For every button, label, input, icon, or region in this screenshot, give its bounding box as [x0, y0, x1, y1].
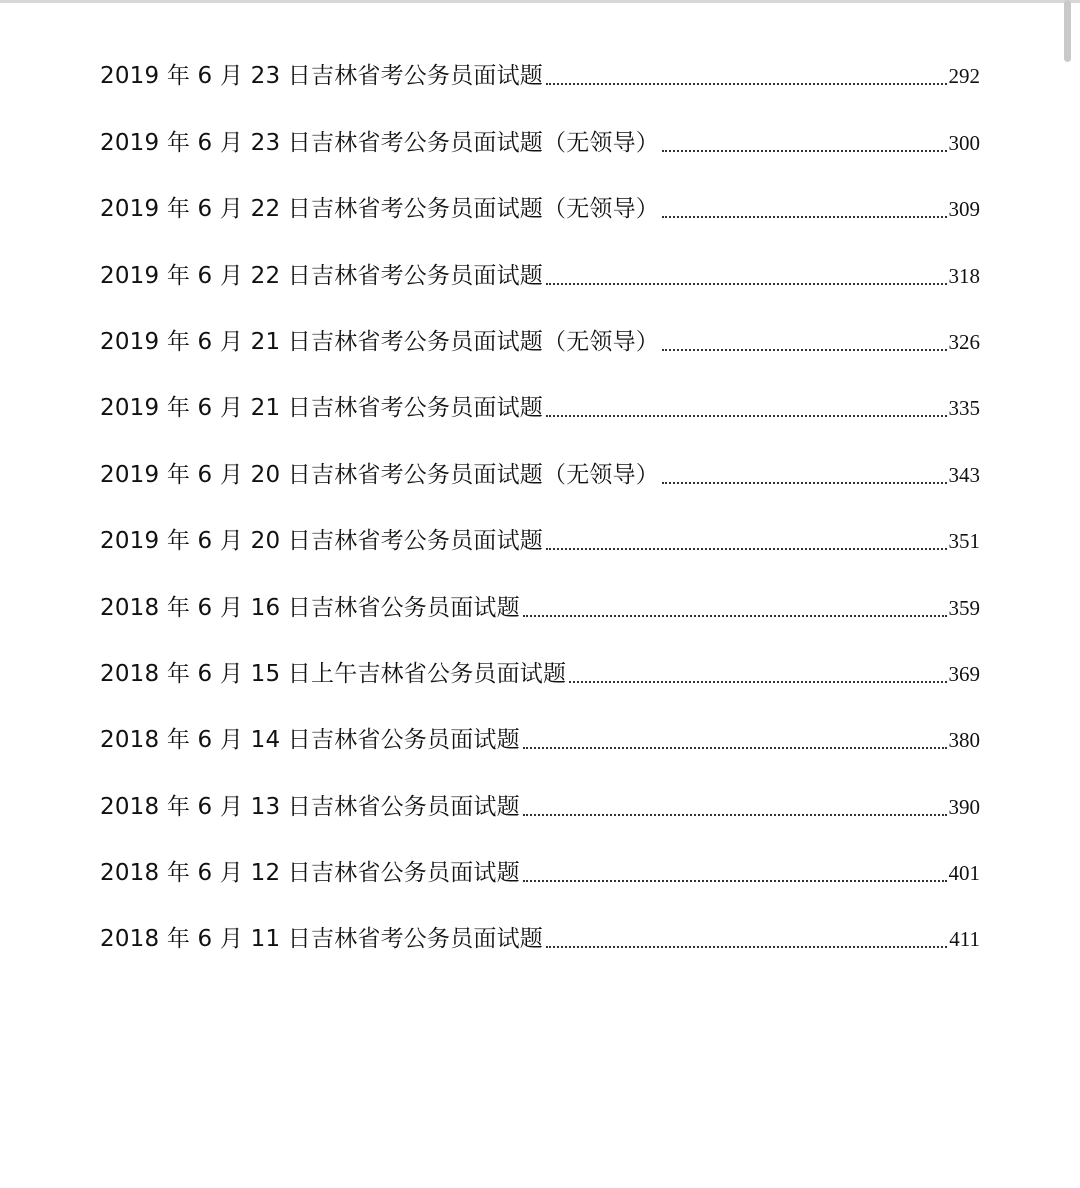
toc-entry-title: 2019 年 6 月 21 日吉林省考公务员面试题（无领导）	[100, 328, 659, 355]
page-top-border	[0, 0, 1080, 3]
toc-page-number: 351	[948, 529, 980, 554]
toc-page-number: 380	[948, 728, 980, 753]
toc-page-number: 359	[948, 595, 980, 620]
toc-entry-title: 2018 年 6 月 15 日上午吉林省公务员面试题	[100, 660, 567, 687]
toc-entry[interactable]	[100, 515, 980, 581]
toc-page-number: 401	[948, 861, 980, 886]
toc-dot-leader	[662, 482, 947, 484]
toc-entry-title: 2019 年 6 月 23 日吉林省考公务员面试题	[100, 63, 543, 90]
toc-entry-title: 2019 年 6 月 20 日吉林省考公务员面试题（无领导）	[100, 461, 659, 488]
toc-entry[interactable]	[100, 116, 980, 182]
toc-entry-title: 2018 年 6 月 14 日吉林省公务员面试题	[100, 727, 520, 754]
toc-page-number: 335	[948, 396, 980, 421]
toc-dot-leader	[662, 349, 947, 351]
toc-entry[interactable]	[100, 316, 980, 382]
toc-entry-title: 2019 年 6 月 21 日吉林省考公务员面试题	[100, 395, 543, 422]
toc-entry[interactable]	[100, 448, 980, 514]
table-of-contents	[100, 50, 980, 979]
toc-page-number: 390	[948, 794, 980, 819]
toc-entry[interactable]	[100, 913, 980, 979]
toc-entry[interactable]	[100, 249, 980, 315]
toc-entry-title: 2019 年 6 月 22 日吉林省考公务员面试题	[100, 262, 543, 289]
toc-dot-leader	[662, 216, 947, 218]
toc-page-number: 309	[948, 197, 980, 222]
toc-entry-title: 2018 年 6 月 11 日吉林省考公务员面试题	[100, 926, 543, 953]
toc-entry-title: 2018 年 6 月 13 日吉林省公务员面试题	[100, 793, 520, 820]
toc-page-number: 300	[948, 130, 980, 155]
toc-dot-leader	[662, 150, 947, 152]
toc-dot-leader	[546, 415, 947, 417]
toc-entry-title: 2019 年 6 月 22 日吉林省考公务员面试题（无领导）	[100, 196, 659, 223]
toc-entry[interactable]	[100, 780, 980, 846]
toc-dot-leader	[523, 880, 947, 882]
toc-page-number: 369	[948, 661, 980, 686]
toc-page-number: 292	[948, 64, 980, 89]
toc-dot-leader	[523, 615, 947, 617]
toc-dot-leader	[546, 283, 947, 285]
toc-page-number: 318	[948, 263, 980, 288]
toc-entry-title: 2018 年 6 月 16 日吉林省公务员面试题	[100, 594, 520, 621]
toc-entry-title: 2019 年 6 月 23 日吉林省考公务员面试题（无领导）	[100, 129, 659, 156]
toc-page-number: 326	[948, 329, 980, 354]
toc-entry[interactable]	[100, 581, 980, 647]
toc-dot-leader	[523, 747, 947, 749]
toc-entry[interactable]	[100, 183, 980, 249]
toc-dot-leader	[546, 946, 947, 948]
toc-dot-leader	[569, 681, 946, 683]
toc-entry[interactable]	[100, 50, 980, 116]
toc-entry-title: 2018 年 6 月 12 日吉林省公务员面试题	[100, 860, 520, 887]
toc-page-number: 343	[948, 462, 980, 487]
vertical-scrollbar[interactable]	[1064, 0, 1071, 62]
toc-page-number: 411	[949, 927, 980, 952]
toc-entry[interactable]	[100, 714, 980, 780]
toc-entry-title: 2019 年 6 月 20 日吉林省考公务员面试题	[100, 528, 543, 555]
toc-dot-leader	[546, 548, 947, 550]
toc-dot-leader	[523, 814, 947, 816]
toc-entry[interactable]	[100, 648, 980, 714]
toc-entry[interactable]	[100, 847, 980, 913]
toc-entry[interactable]	[100, 382, 980, 448]
toc-dot-leader	[546, 83, 947, 85]
